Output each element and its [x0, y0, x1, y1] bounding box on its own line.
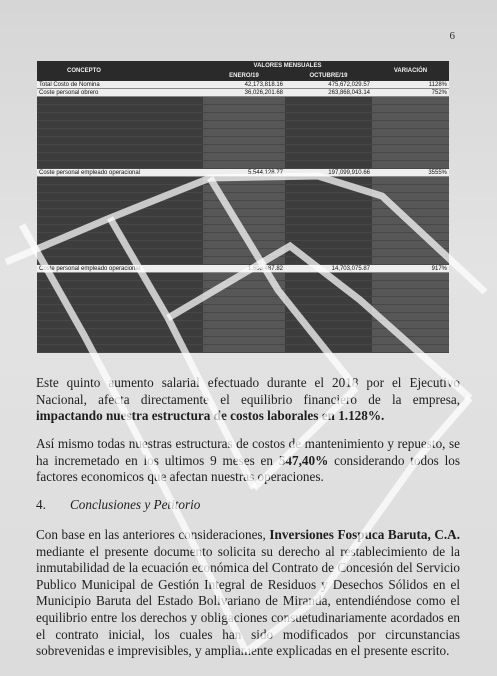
row-label: Total Costo de Nomina [37, 81, 203, 89]
paragraph-salary-increase [36, 375, 460, 425]
row-octubre [285, 273, 372, 281]
row-label [37, 105, 203, 113]
row-variacion [372, 193, 449, 201]
row-variacion [372, 345, 449, 353]
row-enero [203, 161, 285, 169]
row-octubre [285, 321, 372, 329]
section-title: Conclusiones y Petitorio [70, 497, 201, 512]
row-label [37, 249, 203, 257]
row-label [37, 233, 203, 241]
row-label [37, 281, 203, 289]
row-enero [203, 121, 285, 129]
row-variacion [372, 129, 449, 137]
table-row [37, 233, 449, 241]
table-row [37, 81, 449, 89]
row-octubre [285, 337, 372, 345]
paragraph-maintenance-after: considerando todos los factores economicos que afectan nuestras operaciones. [36, 452, 461, 485]
row-variacion [372, 177, 449, 185]
table-row [37, 105, 449, 113]
row-enero [203, 129, 285, 137]
row-variacion [372, 305, 449, 313]
row-enero [203, 137, 285, 145]
row-label [37, 209, 203, 217]
row-enero: 42,173,818.16 [203, 81, 285, 89]
header-variacion: VARIACIÓN [372, 61, 449, 81]
row-variacion [372, 121, 449, 129]
row-octubre [285, 281, 372, 289]
table-row [37, 321, 449, 329]
table-row [37, 169, 449, 177]
row-octubre [285, 121, 372, 129]
row-octubre [285, 129, 372, 137]
row-enero [203, 97, 285, 105]
row-label [37, 257, 203, 265]
table-row [37, 209, 449, 217]
row-variacion [372, 257, 449, 265]
row-enero [203, 201, 285, 209]
row-variacion [372, 329, 449, 337]
row-variacion [372, 161, 449, 169]
table-row [37, 265, 449, 273]
row-label [37, 121, 203, 129]
table-row [37, 313, 449, 321]
row-variacion [372, 241, 449, 249]
row-label [37, 137, 203, 145]
row-octubre [285, 305, 372, 313]
row-variacion: 917% [372, 265, 449, 273]
table-row [37, 97, 449, 105]
row-octubre [285, 241, 372, 249]
header-octubre: OCTUBRE/19 [285, 71, 372, 81]
row-variacion [372, 201, 449, 209]
row-octubre: 475,672,029.57 [285, 81, 372, 89]
row-octubre [285, 113, 372, 121]
row-enero [203, 153, 285, 161]
row-octubre [285, 161, 372, 169]
row-enero [203, 321, 285, 329]
table-row [37, 121, 449, 129]
row-variacion [372, 281, 449, 289]
row-variacion [372, 113, 449, 121]
row-label [37, 313, 203, 321]
section-heading [36, 497, 200, 513]
paragraph-maintenance-costs [36, 436, 460, 486]
row-octubre: 14,703,075.87 [285, 265, 372, 273]
row-octubre [285, 201, 372, 209]
table-row [37, 113, 449, 121]
row-variacion: 1128% [372, 81, 449, 89]
table-row [37, 281, 449, 289]
cost-table [37, 61, 449, 353]
row-variacion [372, 105, 449, 113]
row-octubre [285, 289, 372, 297]
row-enero [203, 209, 285, 217]
row-enero [203, 225, 285, 233]
row-label [37, 185, 203, 193]
table-row [37, 273, 449, 281]
row-variacion [372, 153, 449, 161]
row-label [37, 129, 203, 137]
row-variacion [372, 249, 449, 257]
row-label [37, 345, 203, 353]
table-row [37, 329, 449, 337]
row-label [37, 337, 203, 345]
table-row [37, 289, 449, 297]
paragraph-salary-text: Este quinto aumento salarial efectuado durante el 2018 por el Ejecutivo Nacional, afecta directamente el equilibrio financiero de la empresa, [36, 375, 460, 407]
row-enero [203, 345, 285, 353]
row-octubre [285, 217, 372, 225]
row-variacion [372, 185, 449, 193]
row-variacion [372, 233, 449, 241]
table-row [37, 145, 449, 153]
table-row [37, 129, 449, 137]
row-label [37, 225, 203, 233]
paragraph-conclusion-bold: Inversiones Fospuca Baruta, C.A. [269, 527, 460, 542]
row-octubre: 197,099,910.66 [285, 169, 372, 177]
row-octubre [285, 225, 372, 233]
row-octubre [285, 193, 372, 201]
row-variacion [372, 297, 449, 305]
row-enero [203, 233, 285, 241]
row-octubre [285, 97, 372, 105]
row-label [37, 241, 203, 249]
paragraph-salary-bold: impactando nuestra estructura de costos laborales en 1.128%. [36, 408, 385, 424]
row-octubre [285, 105, 372, 113]
table-row [37, 161, 449, 169]
row-variacion: 752% [372, 89, 449, 97]
row-enero [203, 193, 285, 201]
row-octubre [285, 329, 372, 337]
row-label [37, 305, 203, 313]
table-row [37, 177, 449, 185]
row-variacion [372, 217, 449, 225]
table-row [37, 153, 449, 161]
table-row [37, 241, 449, 249]
row-variacion [372, 337, 449, 345]
row-label [37, 273, 203, 281]
row-enero [203, 257, 285, 265]
row-label [37, 297, 203, 305]
table-row [37, 225, 449, 233]
table-row [37, 89, 449, 97]
row-variacion: 3555% [372, 169, 449, 177]
table-row [37, 249, 449, 257]
row-label [37, 97, 203, 105]
table-row [37, 337, 449, 345]
paragraph-conclusion-before: Con base en las anteriores consideraciones, [36, 527, 270, 542]
section-number: 4. [36, 497, 46, 512]
table-row [37, 217, 449, 225]
row-enero [203, 297, 285, 305]
row-label [37, 161, 203, 169]
row-variacion [372, 137, 449, 145]
row-label [37, 321, 203, 329]
row-octubre [285, 153, 372, 161]
header-enero: ENERO/19 [203, 71, 285, 81]
row-enero [203, 177, 285, 185]
row-label [37, 177, 203, 185]
row-octubre [285, 145, 372, 153]
row-octubre [285, 257, 372, 265]
row-label: Coste personal empleado operacional [37, 265, 203, 273]
row-octubre [285, 177, 372, 185]
row-enero [203, 329, 285, 337]
row-enero [203, 249, 285, 257]
row-enero [203, 313, 285, 321]
table-row [37, 257, 449, 265]
table-row [37, 185, 449, 193]
paragraph-maintenance-before: Así mismo todas nuestras estructuras de costos de mantenimiento y repuesto, se ha incremetado en los ultimos 9 meses en [36, 436, 460, 468]
row-enero [203, 217, 285, 225]
table-row [37, 137, 449, 145]
row-variacion [372, 313, 449, 321]
row-variacion [372, 321, 449, 329]
table-row [37, 345, 449, 353]
row-label: Coste personal obrero [37, 89, 203, 97]
row-octubre [285, 249, 372, 257]
row-enero [203, 289, 285, 297]
row-octubre [285, 209, 372, 217]
row-label [37, 193, 203, 201]
row-enero [203, 145, 285, 153]
row-label [37, 329, 203, 337]
row-octubre [285, 297, 372, 305]
row-octubre [285, 185, 372, 193]
row-variacion [372, 209, 449, 217]
row-variacion [372, 145, 449, 153]
row-octubre [285, 313, 372, 321]
row-variacion [372, 289, 449, 297]
row-label [37, 289, 203, 297]
paragraph-conclusion [36, 527, 460, 660]
table-row [37, 193, 449, 201]
row-enero [203, 185, 285, 193]
row-enero [203, 241, 285, 249]
row-label [37, 145, 203, 153]
row-octubre [285, 137, 372, 145]
table-body [37, 81, 449, 353]
page-number: 6 [449, 30, 455, 42]
row-label [37, 153, 203, 161]
row-enero: 5,544,128.77 [203, 169, 285, 177]
row-enero [203, 305, 285, 313]
row-enero [203, 337, 285, 345]
table-row [37, 305, 449, 313]
paragraph-maintenance-bold: 547,40% [278, 452, 329, 468]
header-concept: CONCEPTO [37, 61, 203, 81]
row-octubre [285, 345, 372, 353]
row-label: Coste personal empleado operacional [37, 169, 203, 177]
row-variacion [372, 273, 449, 281]
row-enero [203, 273, 285, 281]
table-row [37, 297, 449, 305]
row-label [37, 201, 203, 209]
row-enero [203, 113, 285, 121]
row-enero [203, 105, 285, 113]
table-row [37, 201, 449, 209]
row-octubre [285, 233, 372, 241]
row-label [37, 217, 203, 225]
header-group: VALORES MENSUALES [203, 61, 372, 71]
row-variacion [372, 225, 449, 233]
row-variacion [372, 97, 449, 105]
row-enero [203, 281, 285, 289]
paragraph-conclusion-after: mediante el presente documento solicita su derecho al restablecimiento de la inmutabilidad de la ecuación económica del Contrato de Concesión del Servicio Publico Municipal de Gestión Integral de Residuos y Desechos Sólidos en el Municipio Baruta del Estado Bolivariano de Miranda, entendiéndose como el equilibrio entre los derechos y obligaciones consuetudinariamente acordados en el contrato inicial, los cuales han sido modificados por circunstancias sobrevenidas e imprevisibles, y ampliamente explicadas en el presente escrito. [36, 543, 460, 659]
row-enero: 1,603,487.82 [203, 265, 285, 273]
row-octubre: 263,868,043.14 [285, 89, 372, 97]
row-label [37, 113, 203, 121]
row-enero: 36,026,201.68 [203, 89, 285, 97]
